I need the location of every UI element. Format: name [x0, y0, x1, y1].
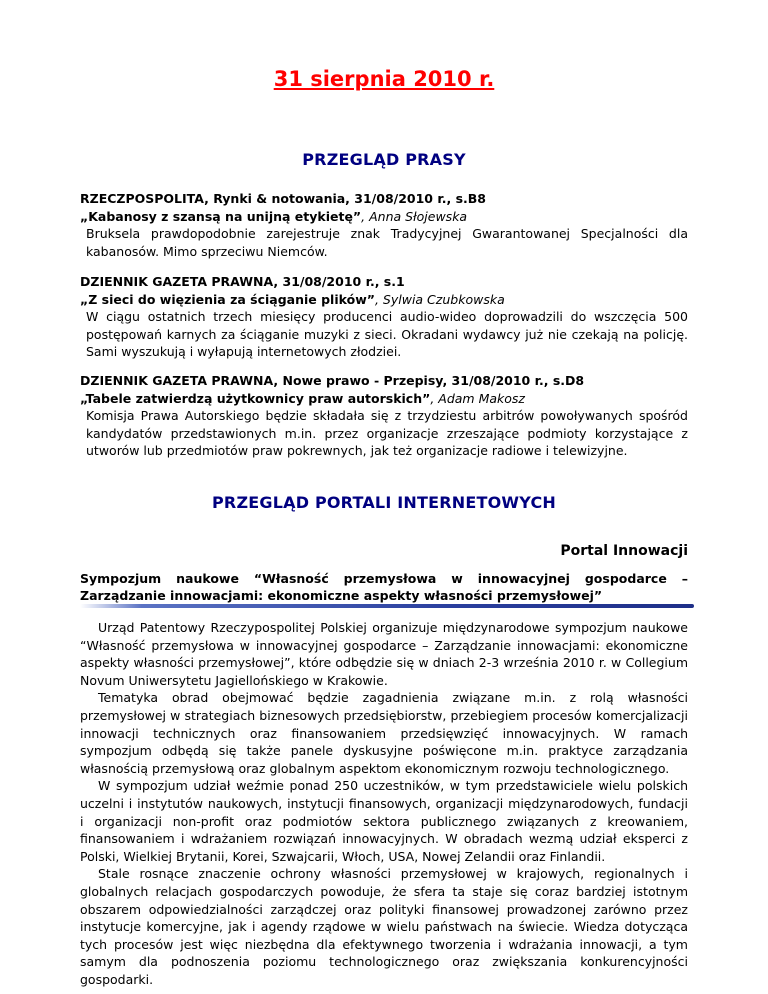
press-item-title: „Z sieci do więzienia za ściąganie plików”: [80, 291, 375, 307]
press-item-author: Anna Słojewska: [369, 208, 468, 224]
press-item-author-sep: ,: [374, 291, 383, 307]
document-date-title: 31 sierpnia 2010 r.: [273, 67, 495, 91]
press-item-summary: W ciągu ostatnich trzech miesięcy producenci audio-wideo doprowadzili do wszczęcia 500 postępowań karnych za ściąganie muzyki z sieci. Okradani wydawcy już nie czekają na policję. Sami wyszukują i wyłapują internetowych złodziei.: [86, 309, 688, 359]
article-paragraph: Urząd Patentowy Rzeczypospolitej Polskiej organizuje międzynarodowe sympozjum naukowe “Własność przemysłowa w innowacyjnej gospodarce – Zarządzanie innowacjami: ekonomiczne aspekty własności przemysłowej”, które odbędzie się w dniach 2-3 września 2010 r. w Collegium Novum Uniwersytetu Jagiellońskiego w Krakowie.: [80, 620, 688, 688]
press-item-author-sep: ,: [430, 390, 439, 406]
press-item-summary: Komisja Prawa Autorskiego będzie składała się z trzydziestu arbitrów powoływanych spośród kandydatów przedstawionych m.in. przez organizacje zrzeszające podmioty korzystające z utworów lub przedmiotów praw pokrewnych, jak też organizacje radiowe i telewizyjne.: [86, 408, 688, 458]
press-item: [80, 190, 688, 260]
portal-name: Portal Innowacji: [560, 543, 688, 559]
article-paragraph: Stale rosnące znaczenie ochrony własności przemysłowej w krajowych, regionalnych i globalnych relacjach gospodarczych powoduje, że sfera ta staje się coraz bardziej istotnym obszarem odpowiedzialności zarządczej oraz polityki finansowej prowadzonej zarówno przez instytucje komercyjne, jak i agendy rządowe w wielu państwach na świecie. Wiedza dotycząca tych procesów jest więc niezbędna dla efektywnego tworzenia i wdrażania innowacji, a tym samym dla podnoszenia poziomu technologicznego oraz zwiększania konkurencyjności gospodarki.: [80, 866, 688, 987]
press-item-source: RZECZPOSPOLITA, Rynki & notowania, 31/08/2010 r., s.B8: [80, 191, 486, 206]
press-item-summary: Bruksela prawdopodobnie zarejestruje znak Tradycyjnej Gwarantowanej Specjalności dla kabanosów. Mimo sprzeciwu Niemców.: [86, 226, 688, 259]
press-item-source: DZIENNIK GAZETA PRAWNA, Nowe prawo - Przepisy, 31/08/2010 r., s.D8: [80, 373, 585, 388]
section-divider: [80, 604, 694, 608]
press-item-title-line: [80, 208, 688, 226]
portals-review-heading: PRZEGLĄD PORTALI INTERNETOWYCH: [212, 493, 556, 512]
press-item-title: „Kabanosy z szansą na unijną etykietę”: [80, 208, 362, 224]
article-paragraph: Tematyka obrad obejmować będzie zagadnienia związane m.in. z rolą własności przemysłowej w strategiach biznesowych przedsiębiorstw, przebiegiem procesów komercjalizacji innowacji technicznych oraz finansowaniem przedsięwzięć innowacyjnych. W ramach sympozjum odbędą się także panele dyskusyjne poświęcone m.in. praktyce zarządzania własnością przemysłową oraz globalnym aspektom ekonomicznym rozwoju technologicznego.: [80, 690, 688, 776]
press-review-heading: PRZEGLĄD PRASY: [302, 150, 466, 169]
press-item-title-line: [80, 291, 688, 309]
article-body: [80, 619, 688, 988]
press-item-author: Adam Makosz: [438, 390, 525, 406]
press-item: [80, 273, 688, 361]
article-title: Sympozjum naukowe “Własność przemysłowa w innowacyjnej gospodarce – Zarządzanie innowacjami: ekonomiczne aspekty własności przemysłowej”: [80, 571, 688, 603]
press-item-title: „Tabele zatwierdzą użytkownicy praw autorskich”: [80, 390, 431, 406]
press-item: [80, 372, 688, 460]
press-item-title-line: [80, 390, 688, 408]
article-paragraph: W sympozjum udział weźmie ponad 250 uczestników, w tym przedstawiciele wielu polskich uczelni i instytutów naukowych, instytucji finansowych, organizacji międzynarodowych, fundacji i organizacji non-profit oraz podmiotów sektora publicznego związanych z kreowaniem, finansowaniem i wdrażaniem rozwiązań innowacyjnych. W obradach wezmą udział eksperci z Polski, Wielkiej Brytanii, Korei, Szwajcarii, Włoch, USA, Nowej Zelandii oraz Finlandii.: [80, 778, 688, 864]
press-item-author-sep: ,: [361, 208, 370, 224]
press-item-source: DZIENNIK GAZETA PRAWNA, 31/08/2010 r., s.1: [80, 274, 405, 289]
press-item-author: Sylwia Czubkowska: [382, 291, 505, 307]
